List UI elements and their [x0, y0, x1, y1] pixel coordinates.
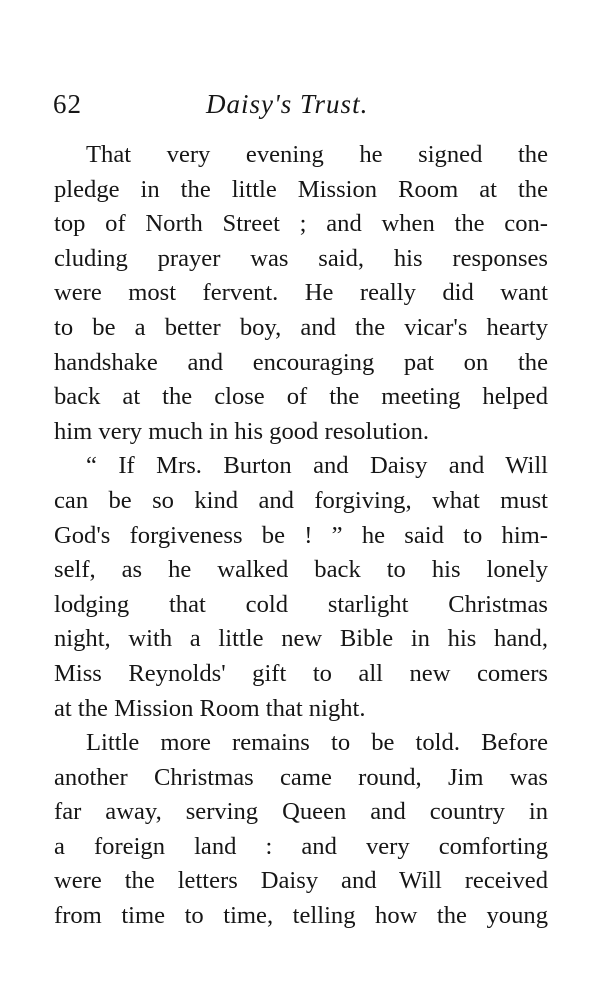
running-head — [53, 84, 553, 124]
text-line: lodging that cold starlight Christmas — [54, 590, 548, 618]
text-line: were most fervent. He really did want — [54, 279, 548, 307]
text-line: cluding prayer was said, his responses — [54, 244, 548, 272]
text-line: were the letters Daisy and Will received — [54, 867, 548, 895]
text-line: That very evening he signed the — [86, 141, 548, 168]
text-line: handshake and encouraging pat on the — [54, 348, 548, 376]
text-line: Miss Reynolds' gift to all new comers — [54, 659, 548, 687]
text-line: far away, serving Queen and country in — [54, 798, 548, 826]
text-line: at the Mission Room that night. — [54, 694, 366, 722]
text-line: to be a better boy, and the vicar's hearty — [54, 313, 548, 341]
text-line: self, as he walked back to his lonely — [54, 556, 548, 584]
page-number: 62 — [53, 89, 82, 119]
text-line: God's forgiveness be ! ” he said to him- — [54, 521, 548, 549]
text-line: him very much in his good resolution. — [54, 417, 430, 445]
text-line: top of North Street ; and when the con- — [54, 210, 548, 238]
text-line: Little more remains to be told. Before — [86, 729, 548, 757]
text-line: another Christmas came round, Jim was — [54, 763, 548, 791]
body-text — [54, 138, 548, 934]
text-line: can be so kind and forgiving, what must — [54, 486, 548, 514]
text-line: night, with a little new Bible in his hand, — [54, 625, 548, 653]
text-line: back at the close of the meeting helped — [54, 383, 548, 411]
text-line: “ If Mrs. Burton and Daisy and Will — [86, 452, 548, 480]
book-title: Daisy's Trust. — [206, 89, 369, 119]
text-line: a foreign land : and very comforting — [54, 832, 548, 860]
text-line: pledge in the little Mission Room at the — [54, 175, 548, 203]
text-line: from time to time, telling how the young — [54, 902, 548, 930]
